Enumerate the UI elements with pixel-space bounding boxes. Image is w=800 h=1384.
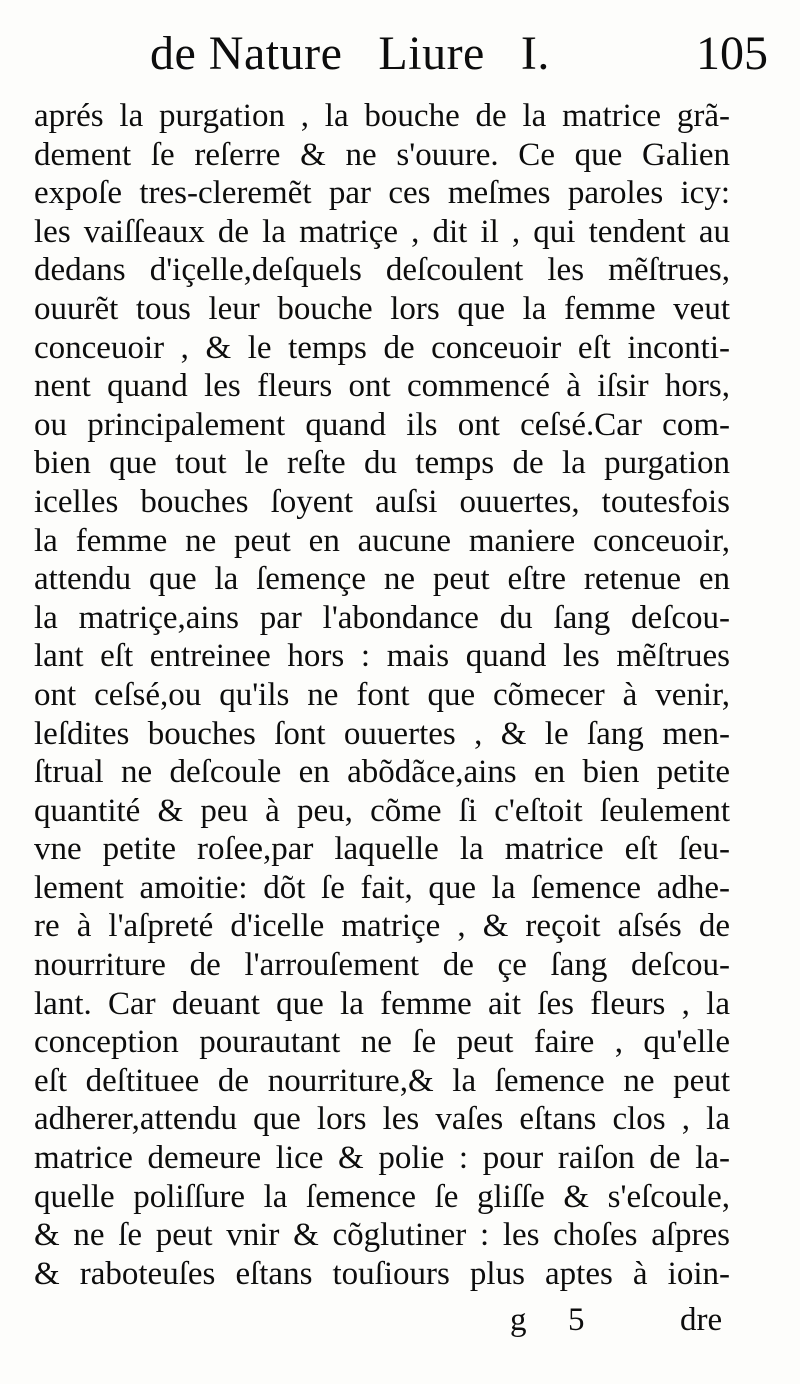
body-text	[34, 97, 730, 1293]
running-title	[150, 24, 586, 84]
text-line: eſt deſtituee de nourriture,& la ſemence ne peut	[34, 1062, 730, 1099]
running-header	[0, 24, 800, 84]
text-line: la femme ne peut en aucune maniere conceuoir,	[34, 522, 730, 559]
running-title-part: de Nature	[150, 27, 343, 80]
text-line: les vaiſſeaux de la matriçe , dit il , qui tendent au	[34, 213, 730, 250]
text-line: ſtrual ne deſcoule en abõdãce,ains en bien petite	[34, 754, 730, 791]
text-line: adherer,attendu que lors les vaſes eſtans clos , la	[34, 1101, 730, 1138]
text-line: nent quand les fleurs ont commencé à iſsir hors,	[34, 368, 730, 405]
text-line: icelles bouches ſoyent auſsi ouuertes, toutesfois	[34, 483, 730, 520]
text-line: conception pourautant ne ſe peut faire , qu'elle	[34, 1024, 730, 1061]
text-line: lant eſt entreinee hors : mais quand les mẽſtrues	[34, 638, 730, 675]
page-footer	[0, 1298, 800, 1342]
text-line: ont ceſsé,ou qu'ils ne font que cõmecer à venir,	[34, 676, 730, 713]
text-line: dement ſe reſerre & ne s'ouure. Ce que Galien	[34, 136, 730, 173]
text-line: & ne ſe peut vnir & cõglutiner : les choſes aſpres	[34, 1217, 730, 1254]
text-line: aprés la purgation , la bouche de la matrice grã-	[34, 98, 730, 134]
signature-number: 5	[568, 1302, 585, 1338]
text-line: bien que tout le reſte du temps de la purgation	[34, 445, 730, 482]
running-title-part: I.	[520, 27, 550, 80]
text-line: attendu que la ſemençe ne peut eſtre retenue en	[34, 561, 730, 598]
text-line: re à l'aſpreté d'icelle matriçe , & reçoit aſsés de	[34, 908, 730, 945]
text-line: lant. Car deuant que la femme ait ſes fleurs , la	[34, 985, 730, 1022]
text-line: quantité & peu à peu, cõme ſi c'eſtoit ſeulement	[34, 792, 730, 829]
text-line: dedans d'içelle,deſquels deſcoulent les mẽſtrues,	[34, 252, 730, 289]
catchword: dre	[680, 1302, 723, 1338]
text-line: quelle poliſſure la ſemence ſe gliſſe & s'eſcoule,	[34, 1178, 730, 1215]
text-line: ou principalement quand ils ont ceſsé.Car com-	[34, 406, 730, 443]
text-line: ouurẽt tous leur bouche lors que la femme veut	[34, 290, 730, 327]
running-title-part: Liure	[378, 27, 485, 80]
text-line: lement amoitie: dõt ſe fait, que la ſemence adhe-	[34, 869, 730, 906]
text-line: vne petite roſee,par laquelle la matrice eſt ſeu-	[34, 831, 730, 868]
text-line: matrice demeure lice & polie : pour raiſon de la-	[34, 1140, 730, 1177]
signature-letter: g	[510, 1302, 527, 1338]
text-line: & raboteuſes eſtans touſiours plus aptes à ioin-	[34, 1255, 730, 1292]
page-number: 105	[696, 27, 768, 80]
text-line: la matriçe,ains par l'abondance du ſang deſcou-	[34, 599, 730, 636]
text-line: nourriture de l'arrouſement de çe ſang deſcou-	[34, 947, 730, 984]
text-line: leſdites bouches ſont ouuertes , & le ſang men-	[34, 715, 730, 752]
text-line: expoſe tres-cleremẽt par ces meſmes paroles icy:	[34, 175, 730, 212]
text-line: conceuoir , & le temps de conceuoir eſt inconti-	[34, 329, 730, 366]
